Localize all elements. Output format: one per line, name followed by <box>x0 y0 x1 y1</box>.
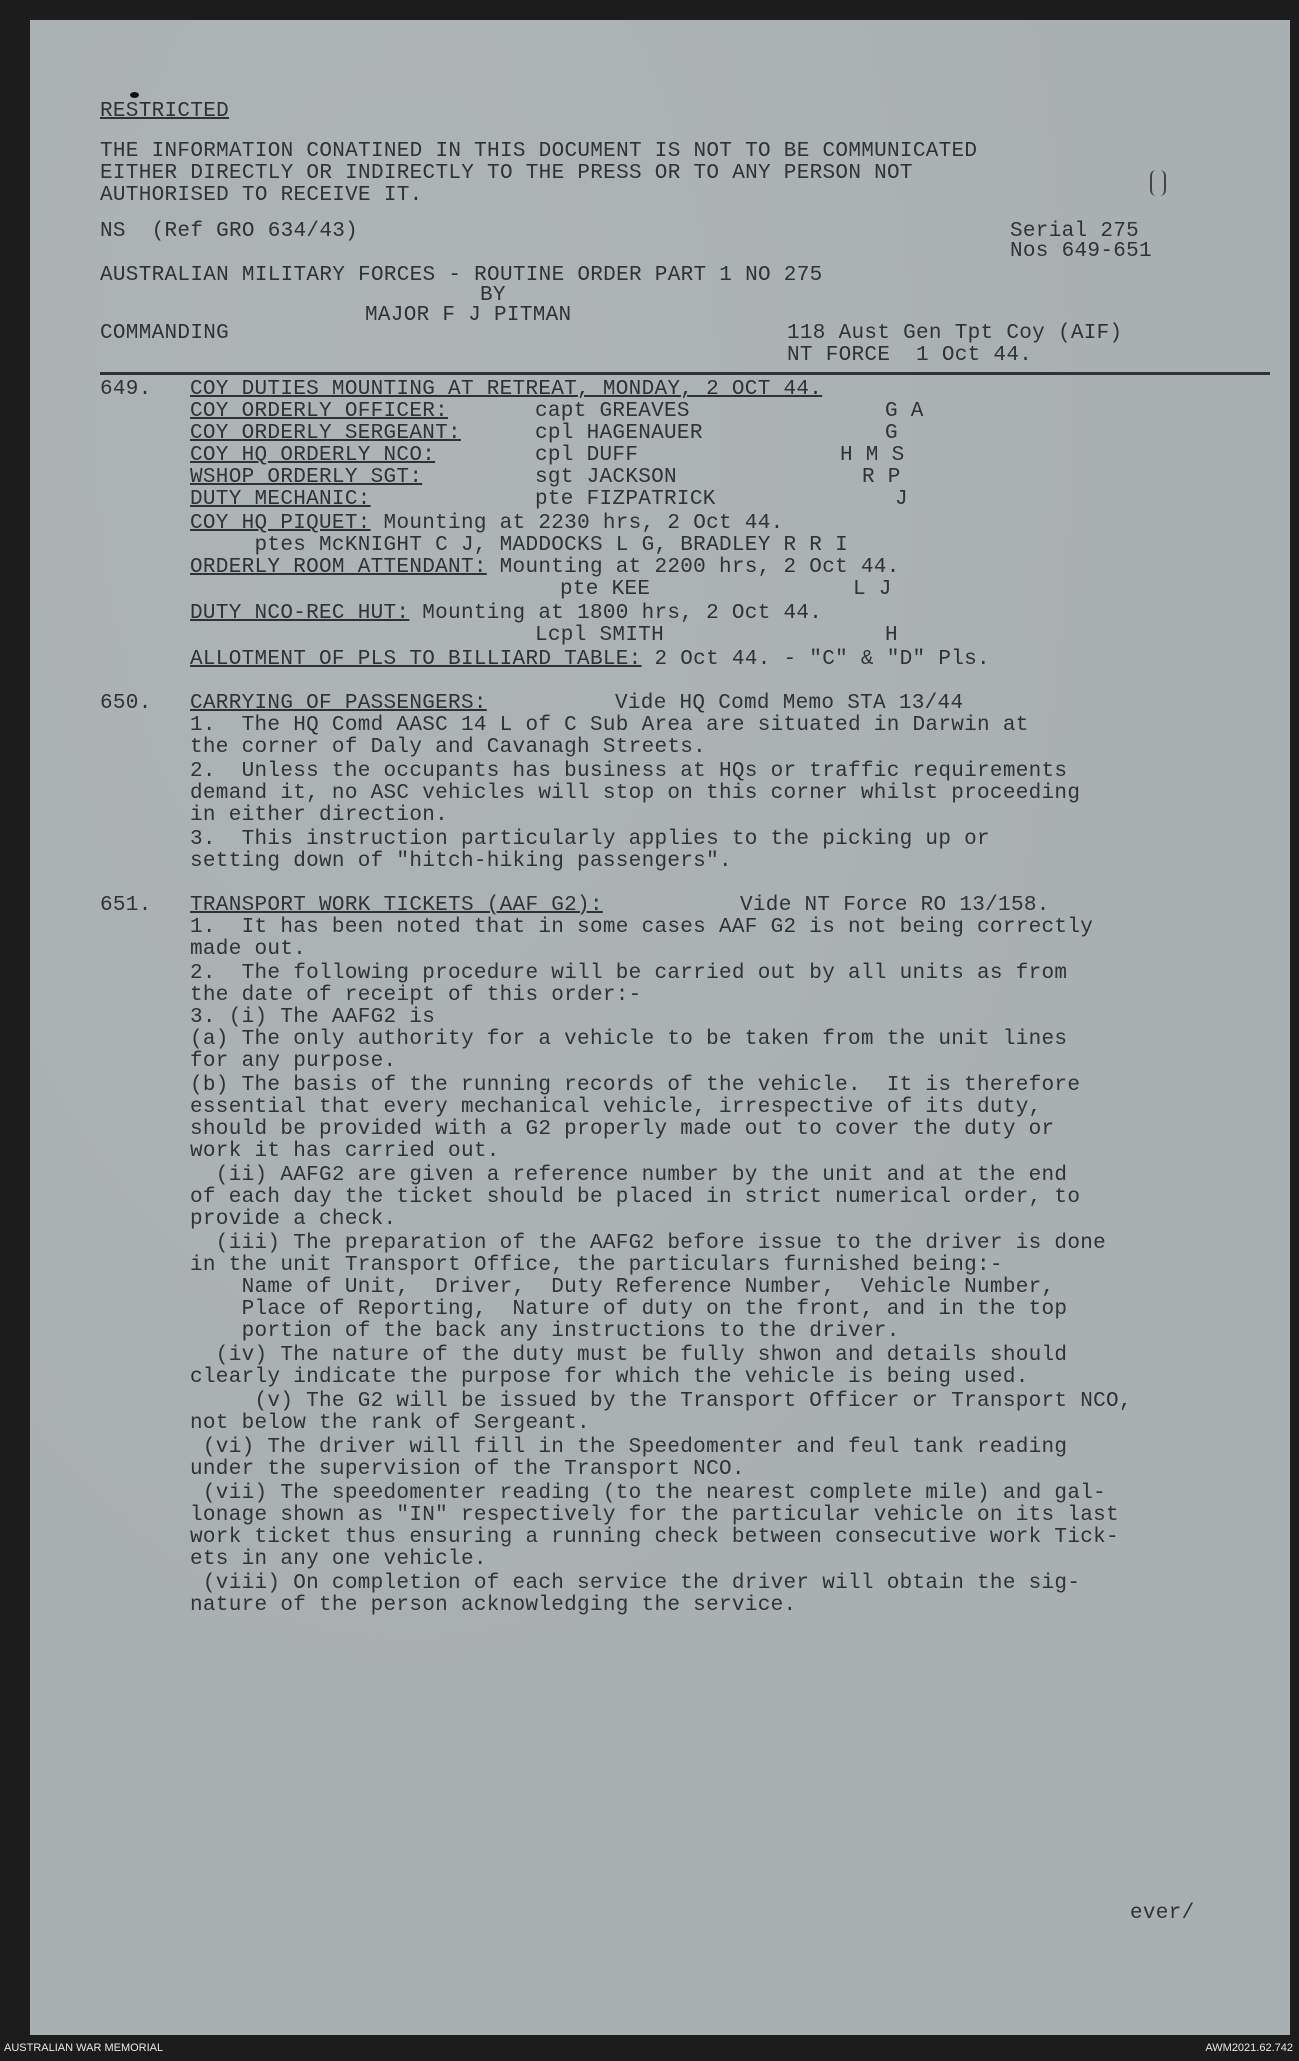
item-651-line: Place of Reporting, Nature of duty on the front, and in the top <box>190 1298 1068 1321</box>
attendant-platoon: L J <box>853 578 892 601</box>
item-651-line: should be provided with a G2 properly made out to cover the duty or <box>190 1118 1055 1141</box>
item-650-line: demand it, no ASC vehicles will stop on this corner whilst proceeding <box>190 782 1081 805</box>
duty-name: capt GREAVES <box>535 400 690 423</box>
attendant-text: Mounting at 2200 hrs, 2 Oct 44. <box>486 556 900 579</box>
attendant-label: ORDERLY ROOM ATTENDANT: <box>190 556 487 579</box>
item-651-line: for any purpose. <box>190 1050 397 1073</box>
item-651-line: (vi) The driver will fill in the Speedomenter and feul tank reading <box>190 1436 1068 1459</box>
item-651-title: TRANSPORT WORK TICKETS (AAF G2): <box>190 894 603 917</box>
duty-role: COY ORDERLY SERGEANT: <box>190 422 461 445</box>
force-date: NT FORCE 1 Oct 44. <box>787 344 1033 367</box>
item-651-line: 3. (i) The AAFG2 is <box>190 1006 436 1029</box>
rec-hut-line <box>190 600 822 627</box>
unit-name: 118 Aust Gen Tpt Coy (AIF) <box>787 322 1123 345</box>
item-651-line: provide a check. <box>190 1208 397 1231</box>
item-650-number: 650. <box>100 692 152 715</box>
duty-name: cpl DUFF <box>535 444 639 467</box>
warning-line-1: THE INFORMATION CONATINED IN THIS DOCUMENT IS NOT TO BE COMMUNICATED <box>100 140 978 163</box>
item-651-line: the date of receipt of this order:- <box>190 984 642 1007</box>
duty-platoon: J <box>895 488 908 511</box>
commander-name: MAJOR F J PITMAN <box>365 304 572 327</box>
duty-platoon: H M S <box>840 444 905 467</box>
rec-hut-platoon: H <box>885 624 898 647</box>
picquet-ptes: ptes McKNIGHT C J, MADDOCKS L G, BRADLEY R R I <box>190 534 849 557</box>
warning-line-3: AUTHORISED TO RECEIVE IT. <box>100 184 423 207</box>
item-651-line: (b) The basis of the running records of the vehicle. It is therefore <box>190 1074 1081 1097</box>
item-651-vide: Vide NT Force RO 13/158. <box>740 894 1050 917</box>
item-651-line: 2. The following procedure will be carried out by all units as from <box>190 962 1068 985</box>
duty-role: COY HQ ORDERLY NCO: <box>190 444 436 467</box>
item-651-line: (ii) AAFG2 are given a reference number by the unit and at the end <box>190 1164 1068 1187</box>
item-650-line: in either direction. <box>190 804 449 827</box>
picquet-label: COY HQ PIQUET: <box>190 512 371 535</box>
item-651-line: (vii) The speedomenter reading (to the nearest complete mile) and gal- <box>190 1482 1107 1505</box>
rec-hut-label: DUTY NCO-REC HUT: <box>190 602 410 625</box>
duty-role: COY ORDERLY OFFICER: <box>190 400 449 423</box>
item-651-line: portion of the back any instructions to the driver. <box>190 1320 900 1343</box>
item-651-line: (iv) The nature of the duty must be fully shwon and details should <box>190 1344 1068 1367</box>
item-649-title: COY DUTIES MOUNTING AT RETREAT, MONDAY, 2 OCT 44. <box>190 378 823 401</box>
reference: NS (Ref GRO 634/43) <box>100 220 359 243</box>
order-numbers: Nos 649-651 <box>1010 240 1152 263</box>
item-651-line: ets in any one vehicle. <box>190 1548 487 1571</box>
duty-platoon: G A <box>885 400 924 423</box>
picquet-text: Mounting at 2230 hrs, 2 Oct 44. <box>370 512 784 535</box>
billiard-text: 2 Oct 44. - "C" & "D" Pls. <box>641 648 990 671</box>
item-651-line: nature of the person acknowledging the service. <box>190 1594 797 1617</box>
item-651-line: (a) The only authority for a vehicle to be taken from the unit lines <box>190 1028 1068 1051</box>
duty-role: WSHOP ORDERLY SGT: <box>190 466 423 489</box>
duty-name: sgt JACKSON <box>535 466 677 489</box>
order-title: AUSTRALIAN MILITARY FORCES - ROUTINE ORDER PART 1 NO 275 <box>100 264 823 287</box>
duty-name: pte FIZPATRICK <box>535 488 716 511</box>
duty-role: DUTY MECHANIC: <box>190 488 371 511</box>
duty-name: cpl HAGENAUER <box>535 422 703 445</box>
punch-hole-mark <box>1150 170 1166 196</box>
archive-reference: AWM2021.62.742 <box>1205 2042 1293 2054</box>
item-651-line: made out. <box>190 938 307 961</box>
item-651-line: work ticket thus ensuring a running check between consecutive work Tick- <box>190 1526 1119 1549</box>
item-650-line: 1. The HQ Comd AASC 14 L of C Sub Area are situated in Darwin at <box>190 714 1029 737</box>
item-651-line: (viii) On completion of each service the driver will obtain the sig- <box>190 1572 1081 1595</box>
attendant-line <box>190 554 900 581</box>
item-651-line: under the supervision of the Transport NCO. <box>190 1458 745 1481</box>
item-650-line: setting down of "hitch-hiking passengers". <box>190 850 732 873</box>
item-650-title: CARRYING OF PASSENGERS: <box>190 692 487 715</box>
item-651-line: 1. It has been noted that in some cases AAF G2 is not being correctly <box>190 916 1094 939</box>
archive-credit: AUSTRALIAN WAR MEMORIAL <box>4 2042 164 2054</box>
billiard-line <box>190 646 990 673</box>
item-651-line: (v) The G2 will be issued by the Transport Officer or Transport NCO, <box>190 1390 1132 1413</box>
document-page <box>30 20 1290 2035</box>
item-649-number: 649. <box>100 378 152 401</box>
item-650-line: 3. This instruction particularly applies to the picking up or <box>190 828 990 851</box>
item-651-line: lonage shown as "IN" respectively for the particular vehicle on its last <box>190 1504 1119 1527</box>
item-651-line: not below the rank of Sergeant. <box>190 1412 590 1435</box>
warning-line-2: EITHER DIRECTLY OR INDIRECTLY TO THE PRESS OR TO ANY PERSON NOT <box>100 162 913 185</box>
duty-platoon: R P <box>862 466 901 489</box>
duty-platoon: G <box>885 422 898 445</box>
item-651-line: (iii) The preparation of the AAFG2 before issue to the driver is done <box>190 1232 1107 1255</box>
rec-hut-name: Lcpl SMITH <box>535 624 665 647</box>
item-651-line: of each day the ticket should be placed in strict numerical order, to <box>190 1186 1081 1209</box>
item-651-number: 651. <box>100 894 152 917</box>
item-650-line: the corner of Daly and Cavanagh Streets. <box>190 736 707 759</box>
item-651-line: clearly indicate the purpose for which the vehicle is being used. <box>190 1366 1029 1389</box>
item-651-line: essential that every mechanical vehicle, irrespective of its duty, <box>190 1096 1042 1119</box>
item-651-line: Name of Unit, Driver, Duty Reference Number, Vehicle Number, <box>190 1276 1055 1299</box>
continued-marker: ever/ <box>1130 1902 1195 1925</box>
item-650-line: 2. Unless the occupants has business at HQs or traffic requirements <box>190 760 1068 783</box>
section-rule <box>100 372 1270 375</box>
restricted-label: RESTRICTED <box>100 100 230 123</box>
item-650-vide: Vide HQ Comd Memo STA 13/44 <box>615 692 964 715</box>
item-651-line: work it has carried out. <box>190 1140 500 1163</box>
attendant-name: pte KEE <box>560 578 651 601</box>
item-651-line: in the unit Transport Office, the particulars furnished being:- <box>190 1254 1003 1277</box>
commanding-label: COMMANDING <box>100 322 230 345</box>
by-label: BY <box>480 284 506 307</box>
serial-number: Serial 275 <box>1010 220 1140 243</box>
billiard-label: ALLOTMENT OF PLS TO BILLIARD TABLE: <box>190 648 642 671</box>
rec-hut-text: Mounting at 1800 hrs, 2 Oct 44. <box>409 602 823 625</box>
